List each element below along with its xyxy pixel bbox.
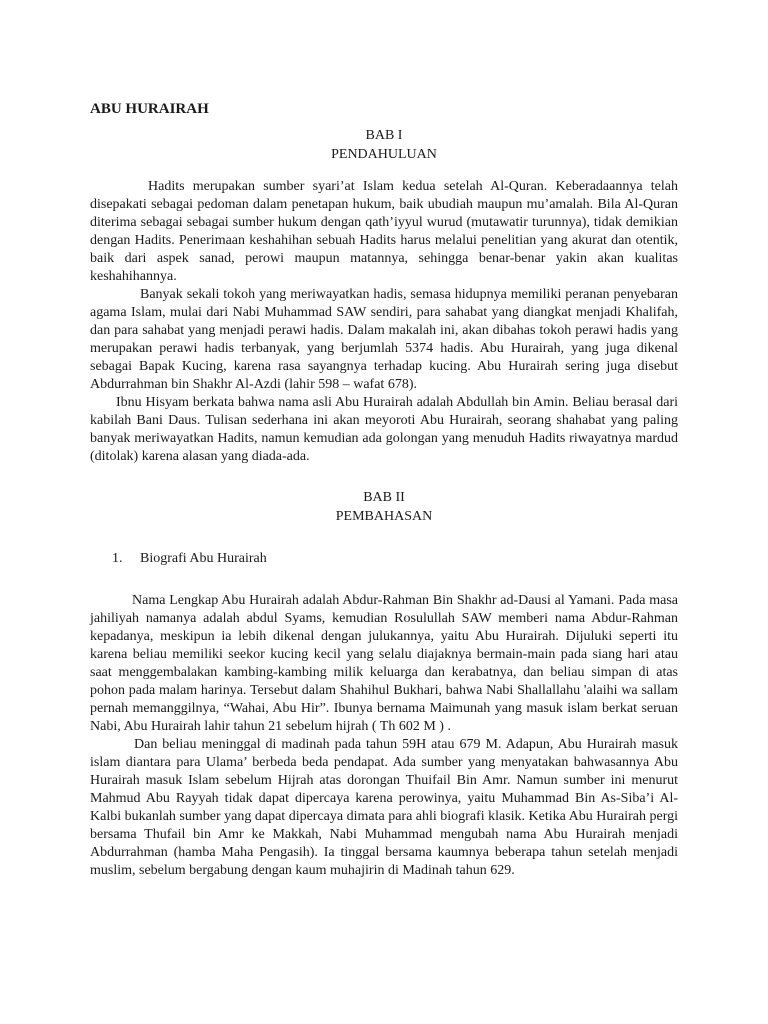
chapter-title: PENDAHULUAN bbox=[331, 147, 437, 162]
spacer bbox=[90, 466, 678, 488]
document-page bbox=[90, 100, 678, 880]
spacer bbox=[90, 164, 678, 178]
chapter-number: BAB II bbox=[363, 490, 405, 505]
list-number: 1. bbox=[112, 551, 123, 566]
paragraph: Ibnu Hisyam berkata bahwa nama asli Abu Hurairah adalah Abdullah bin Amin. Beliau berasal dari kabilah Bani Daus. Tulisan sederhana ini akan meyoroti Abu Hurairah, seorang shahabat yang paling banyak meriwayatkan Hadits, namun kemudian ada golongan yang menuduh Hadits riwayatnya mardud (ditolak) karena alasan yang diada-ada. bbox=[90, 395, 678, 464]
spacer bbox=[90, 568, 678, 592]
chapter-title: PEMBAHASAN bbox=[335, 509, 433, 524]
paragraph: Dan beliau meninggal di madinah pada tahun 59H atau 679 M. Adapun, Abu Hurairah masuk islam diantara para Ulama’ berbeda beda pendapat. Ada sumber yang menyatakan bahwasannya Abu Hurairah masuk Islam sebelum Hijrah atas dorongan Thuifail Bin Amr. Namun sumber ini menurut Mahmud Abu Rayyah tidak dapat dipercaya karena perowinya, yaitu Muhammad Bin As-Siba’i Al-Kalbi bukanlah sumber yang dapat dipercaya dimata para ahli biografi klasik. Ketika Abu Hurairah pergi bersama Thufail bin Amr ke Makkah, Nabi Muhammad mengubah nama Abu Hurairah menjadi Abdurrahman (hamba Maha Pengasih). Ia tinggal bersama kaumnya beberapa tahun setelah menjadi muslim, sebelum bergabung dengan kaum muhajirin di Madinah tahun 629. bbox=[90, 737, 678, 878]
section-heading: Biografi Abu Hurairah bbox=[140, 551, 267, 566]
paragraph: Hadits merupakan sumber syari’at Islam kedua setelah Al-Quran. Keberadaannya telah disepakati sebagai pedoman dalam penetapan hukum, baik ubudiah maupun mu’amalah. Bila Al-Quran diterima sebagai sebagai sumber hukum dengan qath’iyyul wurud (mutawatir turunnya), tidak demikian dengan Hadits. Penerimaan keshahihan sebuah Hadits harus melalui penelitian yang akurat dan otentik, baik dari aspek sanad, perowi maupun matannya, sehingga benar-benar yakin akan kualitas keshahihannya. bbox=[90, 179, 678, 284]
section-list-item bbox=[90, 550, 678, 568]
document-title: ABU HURAIRAH bbox=[90, 101, 209, 117]
spacer bbox=[90, 526, 678, 550]
chapter-number: BAB I bbox=[365, 128, 403, 143]
paragraph: Nama Lengkap Abu Hurairah adalah Abdur-Rahman Bin Shakhr ad-Dausi al Yamani. Pada masa jahiliyah namanya adalah abdul Syams, kemudian Rosulullah SAW memberi nama Abdur-Rahman kepadanya, meskipun ia lebih dikenal dengan julukannya, yaitu Abu Hurairah. Dijuluki seperti itu karena beliau memiliki seekor kucing kecil yang selalu diajaknya bermain-main pada siang hari atau saat menggembalakan kambing-kambing milik keluarga dan kerabatnya, dan beliau simpan di atas pohon pada malam harinya. Tersebut dalam Shahihul Bukhari, bahwa Nabi Shallallahu 'alaihi wa sallam pernah memanggilnya, “Wahai, Abu Hir”. Ibunya bernama Maimunah yang masuk islam berkat seruan Nabi, Abu Hurairah lahir tahun 21 sebelum hijrah ( Th 602 M ) . bbox=[90, 593, 678, 734]
paragraph: Banyak sekali tokoh yang meriwayatkan hadis, semasa hidupnya memiliki peranan penyebaran agama Islam, mulai dari Nabi Muhammad SAW sendiri, para sahabat yang diangkat menjadi Khalifah, dan para sahabat yang menjadi perawi hadis. Dalam makalah ini, akan dibahas tokoh perawi hadis yang merupakan perawi hadis terbanyak, yang berjumlah 5374 hadis. Abu Hurairah, yang juga dikenal sebagai Bapak Kucing, karena rasa sayangnya terhadap kucing. Abu Hurairah sering juga disebut Abdurrahman bin Shakhr Al-Azdi (lahir 598 – wafat 678). bbox=[90, 287, 678, 392]
